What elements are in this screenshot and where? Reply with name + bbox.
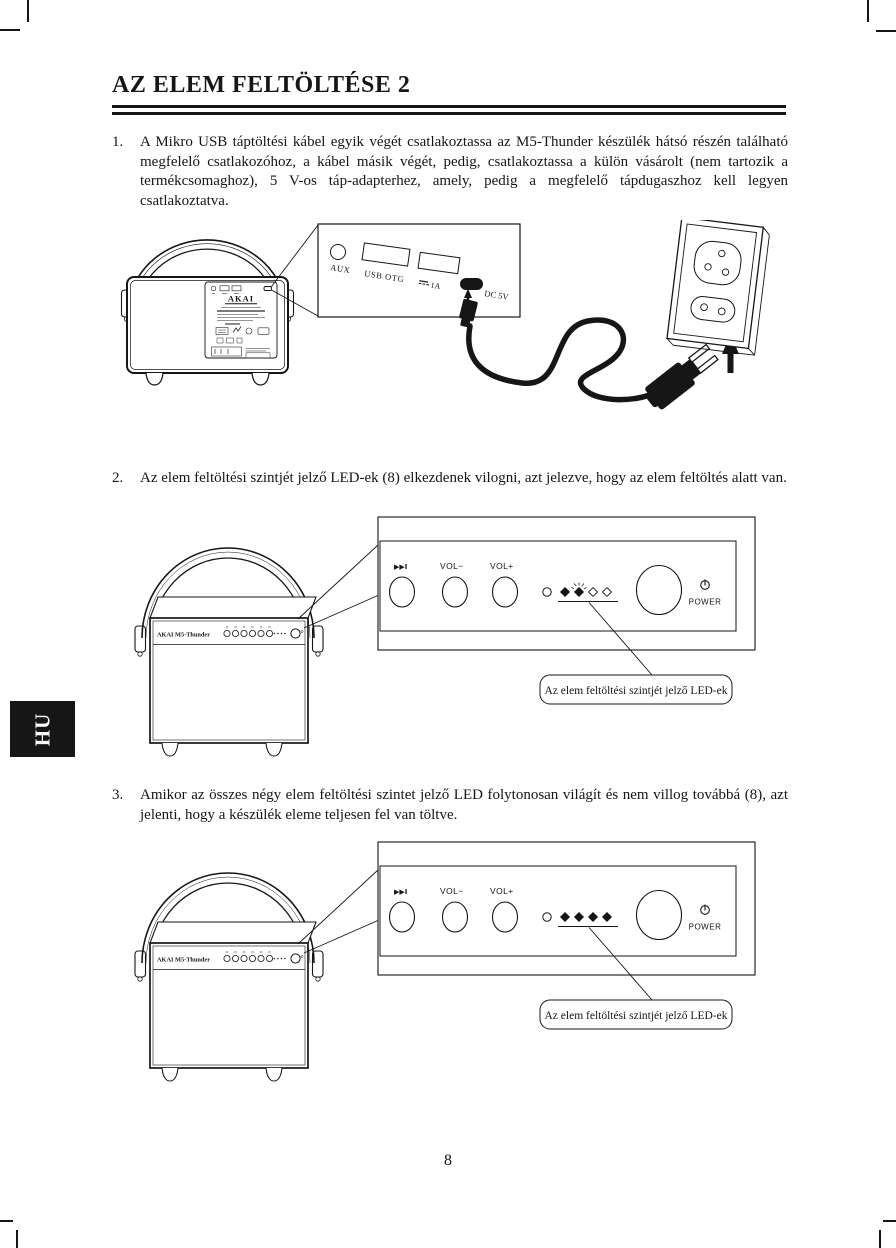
page-number: 8 [444,1152,452,1169]
crop-mark [0,1220,13,1222]
control-panel-callout [378,517,755,650]
dc-5v-port [460,278,483,290]
illustration-charging-leds [130,505,770,767]
speaker-rear-view [122,240,294,385]
power-label: POWER [688,922,722,932]
vol-minus-label: VOL− [440,561,464,571]
step-number: 3. [112,787,124,803]
led-callout-text: Az elem feltöltési szintjét jelző LED-ek [544,685,728,697]
next-track-label: ▶▶I [394,563,408,571]
speaker-front-view [135,548,323,756]
step-text: Az elem feltöltési szintjét jelző LED-ek (8) elkezdenek vilogni, azt jelezve, hogy az elem feltöltés alatt van. [140,470,787,486]
page-title: AZ ELEM FELTÖLTÉSE 2 [112,72,411,98]
aux-label: AUX [329,262,352,276]
illustration-charging-connection [118,220,778,465]
crop-mark [0,29,20,31]
language-tab-label: HU [30,712,54,746]
rear-brand-text: AKAI [227,293,255,304]
front-logo-text: AKAI M5-Thunder [157,631,211,639]
crop-mark [883,1220,896,1222]
crop-mark [876,30,896,32]
control-panel-callout [378,842,755,975]
wall-outlet [666,220,770,355]
usb-otg-label: USB OTG [363,268,406,285]
led-callout-text: Az elem feltöltési szintjét jelző LED-ek [544,1010,728,1022]
step-2 [112,469,788,489]
title-rule-top [112,105,786,108]
usb-cable [469,320,654,400]
crop-mark [16,1230,18,1248]
illustration-charged-leds [130,830,770,1092]
speaker-front-view [135,873,323,1081]
crop-mark [867,0,869,22]
step-number: 2. [112,470,124,486]
crop-mark [879,1230,881,1248]
step-3 [112,786,788,825]
vol-minus-label: VOL− [440,886,464,896]
crop-mark [27,0,29,22]
step-text: A Mikro USB táptöltési kábel egyik végét csatlakoztassa az M5-Thunder készülék hátsó részén található megfelelő csatlakozóhoz, a kábel másik végét, pedig, csatlakoztassa a külön vásárolt (nem tartozik a termékcsomaghoz), 5 V-os táp-adapterhez, amely, pedig a megfelelő tápdugaszhoz kell legyen csatlakoztatva. [140,134,788,209]
led-callout-box [540,675,732,704]
led-callout-box [540,1000,732,1029]
adapter-prong [697,356,718,374]
vol-plus-label: VOL+ [490,561,514,571]
step-1 [112,133,788,211]
step-number: 1. [112,134,124,150]
rear-ports-callout [318,224,520,328]
title-rule-bottom [112,112,786,115]
language-tab [10,701,75,757]
next-track-label: ▶▶I [394,888,408,896]
power-label: POWER [688,597,722,607]
front-logo-text: AKAI M5-Thunder [157,956,211,964]
power-adapter [641,342,721,413]
dc-5v-label: DC 5V [483,288,510,302]
svg-text:1A: 1A [429,280,442,292]
vol-plus-label: VOL+ [490,886,514,896]
step-text: Amikor az összes négy elem feltöltési szintet jelző LED folytonosan világít és nem villog továbbá (8), azt jelenti, hogy a készülék eleme teljesen fel van töltve. [140,787,788,823]
